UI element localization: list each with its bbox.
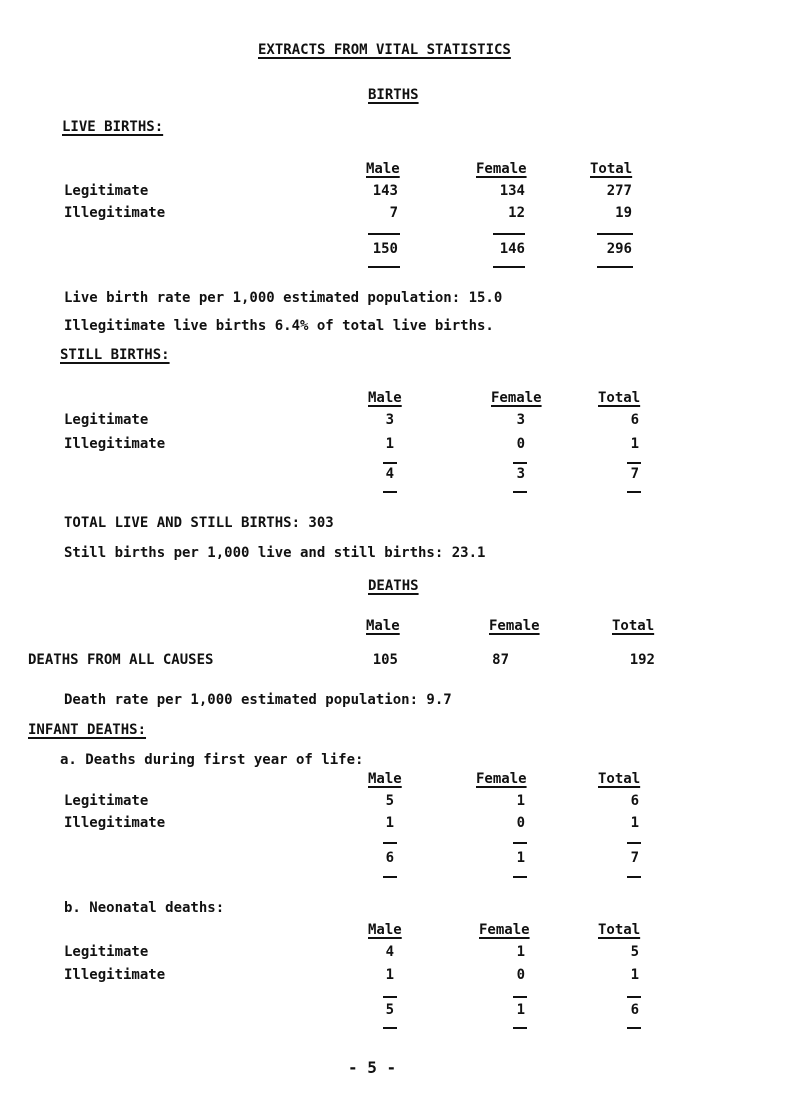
infant-b-legit-female: 1 — [516, 944, 525, 960]
rule — [383, 1027, 397, 1029]
live-legit-total: 277 — [606, 183, 632, 199]
infant-a-illegit-male: 1 — [385, 815, 394, 831]
infant-a-illegit-total: 1 — [630, 815, 639, 831]
rule — [513, 876, 527, 878]
rule — [627, 1027, 641, 1029]
live-illegit-total: 19 — [615, 205, 632, 221]
still-illegit-total: 1 — [630, 436, 639, 452]
infant-a-col-female: Female — [476, 771, 527, 787]
rule — [383, 842, 397, 844]
live-col-male: Male — [366, 161, 400, 177]
infant-a-total-male: 6 — [385, 850, 394, 866]
rule — [513, 842, 527, 844]
live-total-total: 296 — [606, 241, 632, 257]
infant-b-label: b. Neonatal deaths: — [64, 900, 225, 916]
infant-b-legit-total: 5 — [630, 944, 639, 960]
still-col-total: Total — [598, 390, 641, 406]
infant-b-total-male: 5 — [385, 1002, 394, 1018]
infant-a-legit-female: 1 — [516, 793, 525, 809]
still-col-female: Female — [491, 390, 542, 406]
rule — [627, 876, 641, 878]
infant-a-row-illegitimate: Illegitimate — [64, 815, 166, 831]
page-title: EXTRACTS FROM VITAL STATISTICS — [258, 42, 511, 58]
rule — [513, 1027, 527, 1029]
total-live-and-still-births: TOTAL LIVE AND STILL BIRTHS: 303 — [64, 515, 334, 531]
deaths-all-causes-label: DEATHS FROM ALL CAUSES — [28, 652, 214, 668]
infant-b-legit-male: 4 — [385, 944, 394, 960]
still-total-total: 7 — [630, 466, 639, 482]
infant-a-total-total: 7 — [630, 850, 639, 866]
live-row-illegitimate: Illegitimate — [64, 205, 166, 221]
death-rate: Death rate per 1,000 estimated population: 9.7 — [64, 692, 452, 708]
still-legit-female: 3 — [516, 412, 525, 428]
rule — [383, 876, 397, 878]
rule — [383, 491, 397, 493]
rule — [627, 842, 641, 844]
deaths-female: 87 — [492, 652, 509, 668]
births-heading: BIRTHS — [368, 87, 419, 103]
infant-a-illegit-female: 0 — [516, 815, 525, 831]
rule — [513, 996, 527, 998]
live-col-female: Female — [476, 161, 527, 177]
infant-b-col-male: Male — [368, 922, 402, 938]
live-total-female: 146 — [499, 241, 525, 257]
deaths-col-total: Total — [612, 618, 655, 634]
rule — [597, 233, 633, 235]
infant-b-illegit-female: 0 — [516, 967, 525, 983]
deaths-male: 105 — [372, 652, 398, 668]
deaths-col-male: Male — [366, 618, 400, 634]
infant-b-row-illegitimate: Illegitimate — [64, 967, 166, 983]
infant-b-col-female: Female — [479, 922, 530, 938]
deaths-heading: DEATHS — [368, 578, 419, 594]
rule — [513, 491, 527, 493]
infant-b-illegit-total: 1 — [630, 967, 639, 983]
still-row-illegitimate: Illegitimate — [64, 436, 166, 452]
infant-b-illegit-male: 1 — [385, 967, 394, 983]
rule — [493, 233, 525, 235]
rule — [368, 233, 400, 235]
infant-a-row-legitimate: Legitimate — [64, 793, 149, 809]
rule — [627, 462, 641, 464]
still-total-female: 3 — [516, 466, 525, 482]
infant-a-col-total: Total — [598, 771, 641, 787]
live-births-heading: LIVE BIRTHS: — [62, 119, 164, 135]
deaths-total: 192 — [629, 652, 655, 668]
live-illegit-female: 12 — [508, 205, 525, 221]
rule — [597, 266, 633, 268]
still-row-legitimate: Legitimate — [64, 412, 149, 428]
rule — [627, 996, 641, 998]
deaths-col-female: Female — [489, 618, 540, 634]
still-total-male: 4 — [385, 466, 394, 482]
infant-a-total-female: 1 — [516, 850, 525, 866]
infant-b-total-total: 6 — [630, 1002, 639, 1018]
infant-a-legit-total: 6 — [630, 793, 639, 809]
rule — [513, 462, 527, 464]
live-total-male: 150 — [372, 241, 398, 257]
still-births-heading: STILL BIRTHS: — [60, 347, 170, 363]
rule — [493, 266, 525, 268]
live-row-legitimate: Legitimate — [64, 183, 149, 199]
illegitimate-percentage: Illegitimate live births 6.4% of total live births. — [64, 318, 494, 334]
rule — [383, 996, 397, 998]
rule — [383, 462, 397, 464]
infant-b-total-female: 1 — [516, 1002, 525, 1018]
still-illegit-female: 0 — [516, 436, 525, 452]
still-col-male: Male — [368, 390, 402, 406]
infant-a-legit-male: 5 — [385, 793, 394, 809]
live-col-total: Total — [590, 161, 633, 177]
live-legit-male: 143 — [372, 183, 398, 199]
still-legit-total: 6 — [630, 412, 639, 428]
rule — [627, 491, 641, 493]
page-number: - 5 - — [348, 1058, 397, 1077]
still-legit-male: 3 — [385, 412, 394, 428]
rule — [368, 266, 400, 268]
infant-b-row-legitimate: Legitimate — [64, 944, 149, 960]
infant-deaths-heading: INFANT DEATHS: — [28, 722, 147, 738]
still-birth-rate: Still births per 1,000 live and still births: 23.1 — [64, 545, 486, 561]
infant-a-col-male: Male — [368, 771, 402, 787]
infant-a-label: a. Deaths during first year of life: — [60, 752, 364, 768]
infant-b-col-total: Total — [598, 922, 641, 938]
live-illegit-male: 7 — [389, 205, 398, 221]
live-legit-female: 134 — [499, 183, 525, 199]
live-birth-rate: Live birth rate per 1,000 estimated population: 15.0 — [64, 290, 503, 306]
still-illegit-male: 1 — [385, 436, 394, 452]
